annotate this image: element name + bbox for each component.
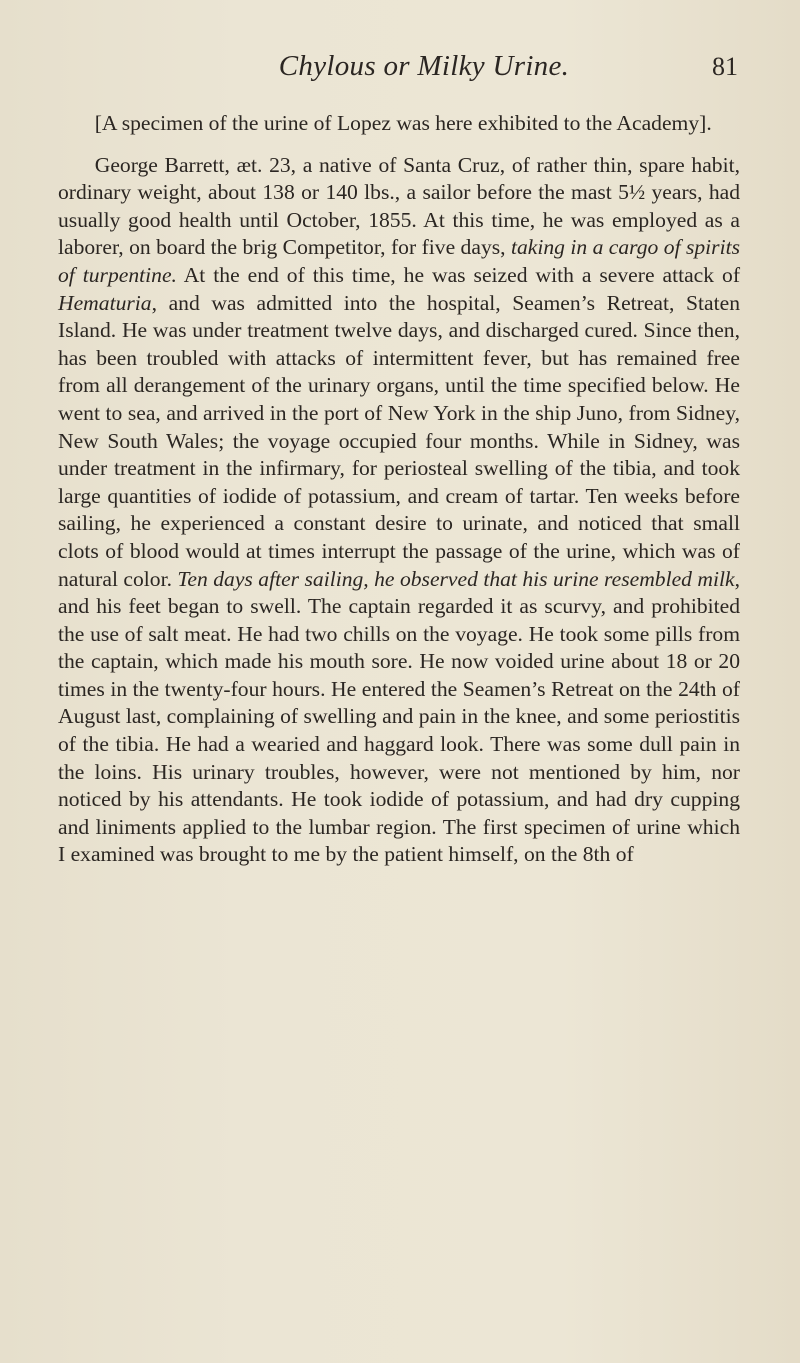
paragraph — [58, 110, 740, 138]
italic-segment: Ten days after sailing, he observed that his urine resembled milk — [177, 566, 735, 591]
page-number: 81 — [712, 52, 738, 81]
text-segment: , and his feet began to swell. The captain regarded it as scurvy, and prohibited the use of salt meat. He had two chills on the voyage. He took some pills from the captain, which made his mouth sore. He now voided urine about 18 or 20 times in the twenty-four hours. He entered the Seamen’s Retreat on the 24th of August last, complaining of swelling and pain in the knee, and some periostitis of the tibia. He had a wearied and haggard look. There was some dull pain in the loins. His urinary troubles, however, were not mentioned by him, nor noticed by his attendants. He took iodide of potassium, and had dry cupping and liniments applied to the lumbar region. The first specimen of urine which I examined was brought to me by the patient himself, on the 8th of — [58, 566, 740, 867]
page-header — [70, 50, 738, 90]
italic-segment: taking in a cargo of spirits of turpentine. — [58, 235, 740, 287]
running-title: Chylous or Milky Urine. — [278, 50, 570, 82]
paragraph — [58, 152, 740, 869]
text-segment: At the end of this time, he was seized with a severe attack of — [176, 262, 741, 287]
text-segment: , and was admitted into the hospital, Seamen’s Retreat, Staten Island. He was under treatment twelve days, and discharged cured. Since then, has been troubled with attacks of intermittent fever, but has remained free from all derangement of the urinary organs, until the time specified below. He went to sea, and arrived in the port of New York in the ship Juno, from Sidney, New South Wales; the voyage occupied four months. While in Sidney, was under treatment in the infirmary, for periosteal swelling of the tibia, and took large quantities of iodide of potassium, and cream of tartar. Ten weeks before sailing, he experienced a constant desire to urinate, and noticed that small clots of blood would at times interrupt the passage of the urine, which was of natural color. — [58, 290, 740, 591]
text-segment: George Barrett, æt. 23, a native of Santa Cruz, of rather thin, spare habit, ordinary weight, about 138 or 140 lbs., a sailor before the mast 5½ years, had usually good health until October, 1855. At this time, he was employed as a laborer, on board the brig Competitor, for five days, — [58, 152, 740, 260]
italic-segment: Hematuria — [58, 290, 152, 315]
body-text — [58, 110, 740, 869]
text-segment: [A specimen of the urine of Lopez was here exhibited to the Academy]. — [94, 111, 712, 135]
